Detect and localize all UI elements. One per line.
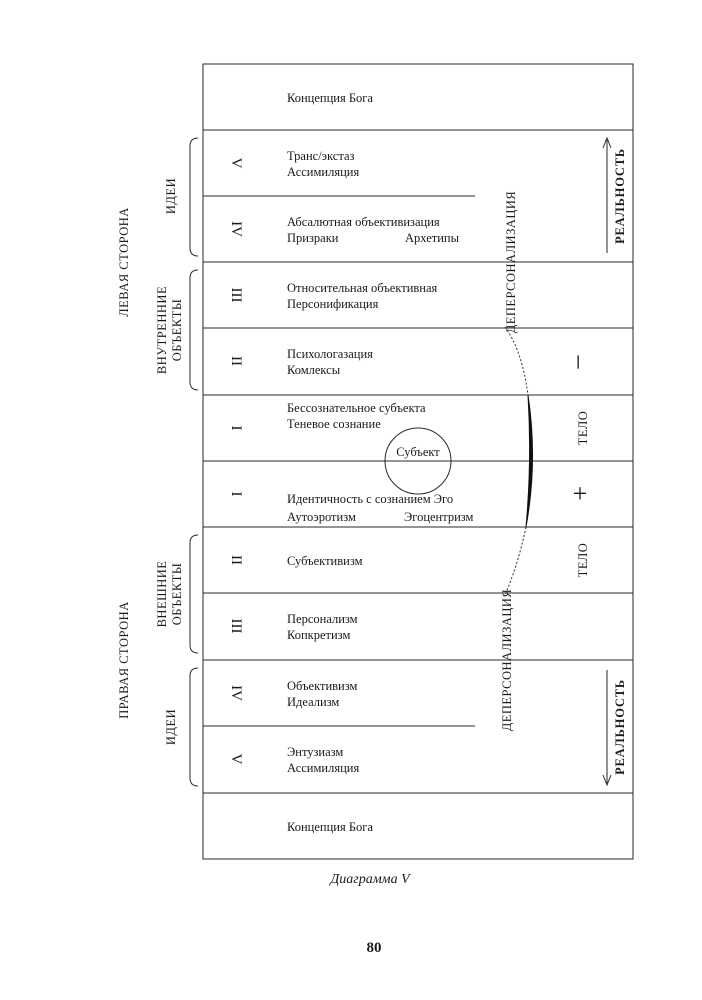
- dotted-curve-bottom: [505, 527, 526, 595]
- reality-label-top: РЕАЛЬНОСТЬ: [613, 148, 627, 244]
- row-text: Концепция Бога: [287, 91, 373, 105]
- row-text: Психологазация: [287, 347, 373, 361]
- row-dividers: [203, 130, 633, 793]
- row-text: Аутоэротизм: [287, 510, 356, 524]
- row-text: Персонификация: [287, 297, 379, 311]
- depersonalization-label-bottom: ДЕПЕРСОНАЛИЗАЦИЯ: [500, 588, 514, 732]
- row-numeral: V: [228, 753, 244, 765]
- body-label-bottom: ТЕЛО: [576, 542, 590, 578]
- row-numeral: I: [228, 425, 244, 431]
- ideas-label-bottom: ИДЕИ: [164, 708, 178, 746]
- row-text: Архетипы: [405, 231, 460, 245]
- row-numeral: III: [228, 287, 244, 303]
- dotted-curve-top: [505, 327, 528, 395]
- row-text: Концепция Бога: [287, 820, 373, 834]
- subject-label: Субъект: [396, 445, 440, 459]
- row-text: Идентичность с сознанием Эго: [287, 492, 454, 506]
- left-braces: [190, 138, 198, 786]
- reality-label-bottom: РЕАЛЬНОСТЬ: [613, 679, 627, 775]
- row-numeral: IV: [228, 685, 244, 701]
- row-text: Комлексы: [287, 363, 341, 377]
- brace-ideas-top: [190, 138, 198, 256]
- diagram-caption: Диаграмма V: [330, 872, 410, 887]
- row-text: Персонализм: [287, 612, 358, 626]
- minus-sign: –: [566, 355, 595, 369]
- brace-ideas-bottom: [190, 668, 198, 786]
- row-text: Энтузиазм: [287, 745, 344, 759]
- row-text: Абсалютная объективизация: [287, 215, 440, 229]
- row-numeral: II: [228, 555, 244, 565]
- row-text: Призраки: [287, 231, 339, 245]
- row-text: Копкретизм: [287, 628, 351, 642]
- row-text: Идеализм: [287, 695, 340, 709]
- row-text: Субъективизм: [287, 554, 363, 568]
- body-label-top: ТЕЛО: [576, 410, 590, 446]
- ideas-label-top: ИДЕИ: [164, 177, 178, 215]
- reality-top: [603, 138, 627, 253]
- row-numeral: I: [228, 491, 244, 497]
- brace-outer-objects: [190, 535, 198, 653]
- row-numeral: II: [228, 356, 244, 366]
- brace-inner-objects: [190, 270, 198, 390]
- plus-sign: +: [572, 479, 588, 508]
- outer-objects-label: ОБЪЕКТЫ: [170, 562, 184, 626]
- row-text: Транс/экстаз: [287, 149, 355, 163]
- row-numeral: V: [228, 157, 244, 169]
- row-text: Ассимиляция: [287, 761, 360, 775]
- reality-bottom: [603, 670, 627, 785]
- outer-objects-label: ВНЕШНИЕ: [155, 560, 169, 628]
- left-side-label: ЛЕВАЯ СТОРОНА: [117, 207, 131, 317]
- inner-objects-label: ОБЪЕКТЫ: [170, 298, 184, 362]
- inner-objects-label: ВНУТРЕННИЕ: [155, 285, 169, 375]
- row-text: Эгоцентризм: [404, 510, 474, 524]
- page-number: 80: [366, 940, 382, 956]
- row-numeral: III: [228, 618, 244, 634]
- row-text: Ассимиляция: [287, 165, 360, 179]
- row-texts: [287, 91, 474, 834]
- row-text: Относительная объективная: [287, 281, 438, 295]
- row-text: Бессознательное субъекта: [287, 401, 426, 415]
- right-side-label: ПРАВАЯ СТОРОНА: [117, 601, 131, 719]
- row-text: Объективизм: [287, 679, 358, 693]
- row-text: Теневое сознание: [287, 417, 381, 431]
- row-numeral: IV: [228, 221, 244, 237]
- depersonalization-label-top: ДЕПЕРСОНАЛИЗАЦИЯ: [504, 190, 518, 334]
